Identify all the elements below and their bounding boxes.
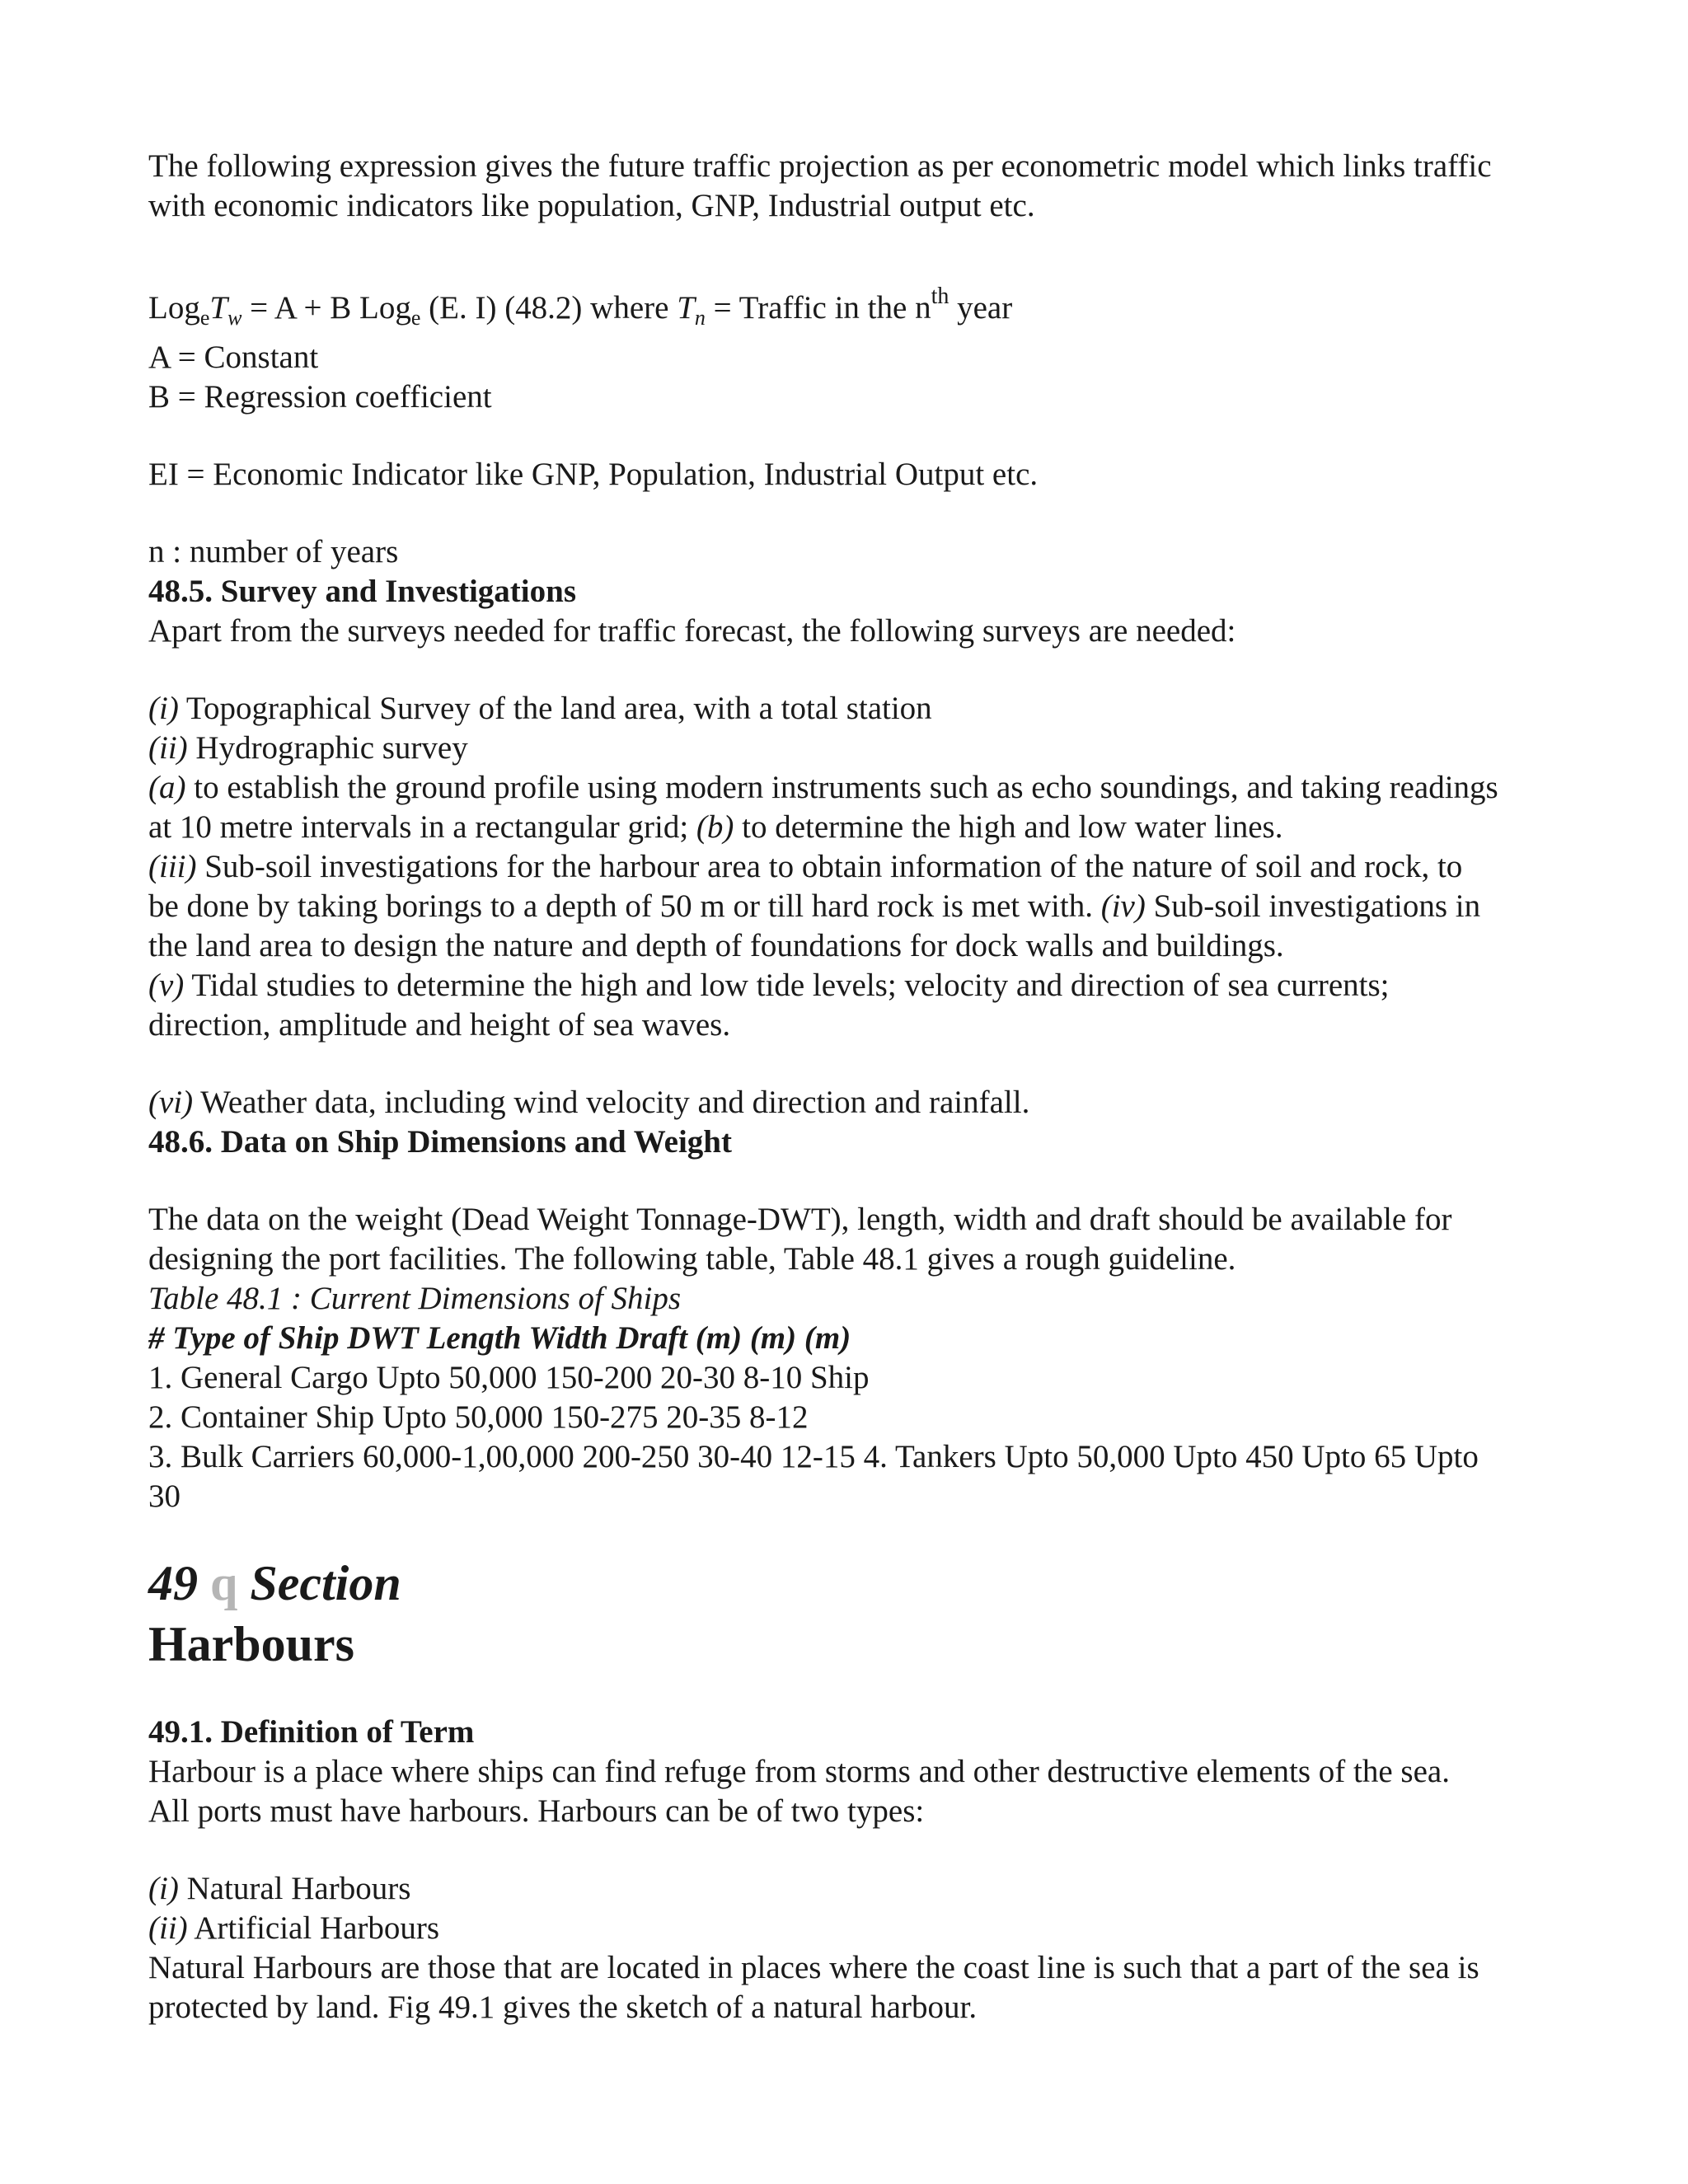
def-n: n : number of years: [148, 534, 399, 569]
survey-text-b: to determine the high and low water lines.: [734, 809, 1283, 845]
formula-log: Log: [148, 290, 200, 326]
harbour-text-i: Natural Harbours: [178, 1871, 411, 1906]
formula-var-tn: T: [677, 290, 695, 326]
formula-superscript: th: [931, 284, 950, 309]
sec49-para-4: protected by land. Fig 49.1 gives the sketch of a natural harbour.: [148, 1990, 978, 2025]
table-row: 3. Bulk Carriers 60,000-1,00,000 200-250 30-40 12-15 4. Tankers Upto 50,000 Upto 450 Upto 65 Upto: [148, 1439, 1479, 1474]
def-a: A = Constant: [148, 340, 319, 375]
survey-item-a-cont: [148, 808, 1550, 847]
table-row-cont: 30: [148, 1479, 181, 1514]
formula-line: [148, 277, 1550, 338]
sec486-para-2: designing the port facilities. The following table, Table 48.1 gives a rough guideline.: [148, 1241, 1236, 1277]
sec49-para-2: All ports must have harbours. Harbours can be of two types:: [148, 1793, 925, 1829]
section-word: Section: [250, 1556, 401, 1610]
survey-text-i: Topographical Survey of the land area, with a total station: [178, 691, 932, 726]
table-row: 2. Container Ship Upto 50,000 150-275 20-35 8-12: [148, 1399, 809, 1435]
formula-middle: = A + B Log: [241, 290, 411, 326]
table-row: 1. General Cargo Upto 50,000 150-200 20-30 8-10 Ship: [148, 1360, 870, 1395]
survey-text-v: Tidal studies to determine the high and low tide levels; velocity and direction of sea currents;: [184, 968, 1390, 1003]
def-b: B = Regression coefficient: [148, 379, 492, 415]
formula-var-t-sub: w: [227, 306, 242, 330]
formula-end: year: [949, 290, 1013, 326]
section-number: 49: [148, 1556, 198, 1610]
survey-item-ii: [148, 729, 1550, 768]
survey-text-vi: Weather data, including wind velocity and direction and rainfall.: [193, 1085, 1030, 1120]
survey-text-ii: Hydrographic survey: [187, 730, 468, 766]
sec485-intro: Apart from the surveys needed for traffic forecast, the following surveys are needed:: [148, 613, 1236, 649]
survey-label-b: (b): [696, 809, 734, 845]
table-caption: Table 48.1 : Current Dimensions of Ships: [148, 1281, 682, 1316]
sec49-para-1: Harbour is a place where ships can find refuge from storms and other destructive elements of the sea.: [148, 1754, 1450, 1789]
harbour-text-ii: Artificial Harbours: [187, 1910, 440, 1946]
document-page: [148, 147, 1550, 2027]
heading-48-5: 48.5. Survey and Investigations: [148, 574, 576, 609]
formula-var-t: T: [209, 290, 228, 326]
section-title-harbours: Harbours: [148, 1617, 355, 1671]
survey-text-iii: Sub-soil investigations for the harbour area to obtain information of the nature of soil and rock, to: [196, 849, 1463, 884]
sec486-para-1: The data on the weight (Dead Weight Tonnage-DWT), length, width and draft should be available for: [148, 1202, 1452, 1237]
formula-tail: = Traffic in the n: [705, 290, 931, 326]
formula-base-1: e: [199, 306, 210, 330]
survey-text-a: to establish the ground profile using modern instruments such as echo soundings, and taking readings: [185, 770, 1498, 805]
section-q-mark: q: [210, 1556, 238, 1610]
survey-item-vi: [148, 1083, 1550, 1122]
harbour-label-i: (i): [148, 1871, 179, 1906]
survey-item-i: [148, 689, 1550, 729]
survey-label-ii: (ii): [148, 730, 188, 766]
survey-text-iv: Sub-soil investigations in: [1145, 888, 1481, 924]
survey-item-iii: [148, 847, 1550, 887]
survey-item-iv-cont: the land area to design the nature and depth of foundations for dock walls and buildings.: [148, 928, 1284, 963]
survey-item-iii-cont: [148, 887, 1550, 926]
survey-item-v-cont: direction, amplitude and height of sea waves.: [148, 1007, 731, 1043]
survey-label-iv: (iv): [1100, 888, 1146, 924]
survey-label-v: (v): [148, 968, 185, 1003]
survey-text-a-2: at 10 metre intervals in a rectangular grid;: [148, 809, 696, 845]
survey-text-iii-2: be done by taking borings to a depth of 50 m or till hard rock is met with.: [148, 888, 1101, 924]
formula-var-tn-sub: n: [694, 306, 706, 330]
survey-item-a: [148, 768, 1550, 808]
sec49-para-3: Natural Harbours are those that are located in places where the coast line is such that a part of the sea is: [148, 1950, 1479, 1985]
harbour-label-ii: (ii): [148, 1910, 188, 1946]
survey-label-i: (i): [148, 691, 179, 726]
survey-label-vi: (vi): [148, 1085, 194, 1120]
survey-label-a: (a): [148, 770, 186, 805]
section-49-label: [148, 1553, 1550, 1614]
def-ei: EI = Economic Indicator like GNP, Population, Industrial Output etc.: [148, 457, 1039, 492]
formula-rest: (E. I) (48.2) where: [420, 290, 678, 326]
formula-base-2: e: [410, 306, 421, 330]
harbour-type-ii: [148, 1909, 1550, 1948]
heading-49-1: 49.1. Definition of Term: [148, 1714, 475, 1750]
table-header: # Type of Ship DWT Length Width Draft (m) (m) (m): [148, 1320, 851, 1356]
heading-48-6: 48.6. Data on Ship Dimensions and Weight: [148, 1124, 732, 1160]
intro-line-1: The following expression gives the future traffic projection as per econometric model which links traffic: [148, 148, 1492, 184]
survey-label-iii: (iii): [148, 849, 197, 884]
harbour-type-i: [148, 1869, 1550, 1909]
intro-line-2: with economic indicators like population, GNP, Industrial output etc.: [148, 188, 1035, 223]
survey-item-v: [148, 966, 1550, 1005]
